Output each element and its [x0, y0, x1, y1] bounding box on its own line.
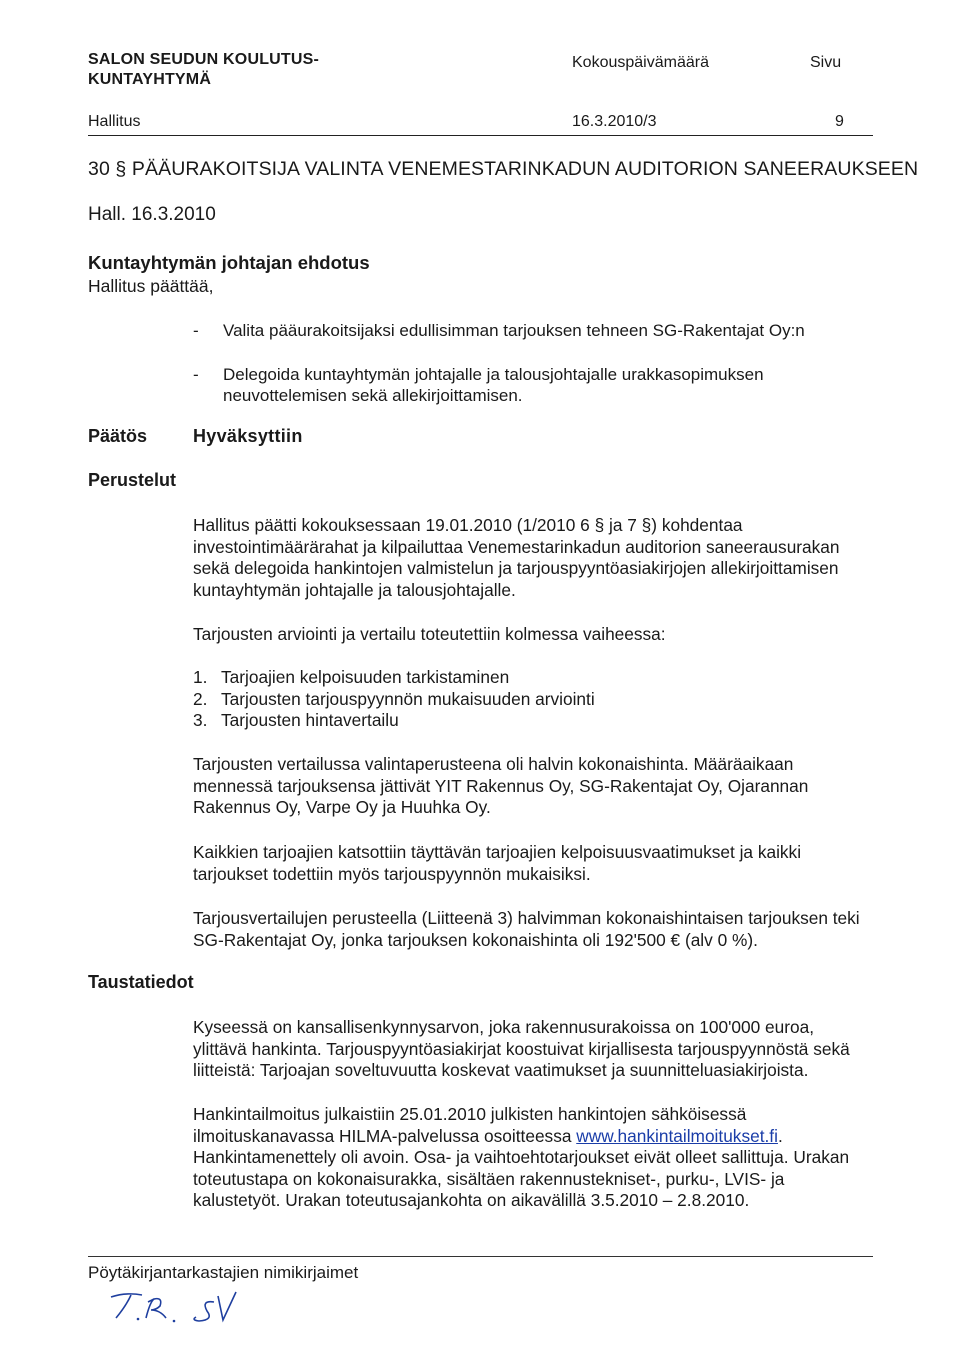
reasons-label: Perustelut: [88, 470, 177, 490]
list-text: Tarjousten tarjouspyynnön mukaisuuden arviointi: [221, 688, 595, 709]
signature-divider: [88, 1256, 873, 1257]
decision-label: Päätös: [88, 426, 148, 446]
signature-label: Pöytäkirjantarkastajien nimikirjaimet: [88, 1263, 359, 1282]
list-item: [193, 689, 595, 711]
hall-reference: Hall. 16.3.2010: [88, 204, 216, 225]
paragraph: Hallitus päätti kokouksessaan 19.01.2010 (1/2010 6 § ja 7 §) kohdentaa investointimäärärahat ja kilpailuttaa Venemestarinkadun auditorion saneerausurakan sekä delegoida hankintojen valmistelun ja tarjouspyyntöasiakirjojen allekirjoittamisen kuntayhtymän johtajalle ja talousjohtajalle.: [193, 515, 840, 600]
bullet-text: Delegoida kuntayhtymän johtajalle ja talousjohtajalle urakkasopimuksen neuvottelemisen sekä allekirjoittamisen.: [223, 365, 764, 405]
org-line-1: SALON SEUDUN KOULUTUS-: [88, 51, 320, 68]
meeting-date-label: Kokouspäivämäärä: [572, 54, 709, 71]
paragraph: Tarjousvertailujen perusteella (Liitteenä 3) halvimman kokonaishintaisen tarjouksen teki SG-Rakentajat Oy, jonka tarjouksen kokonaishinta oli 192'500 € (alv 0 %).: [193, 908, 860, 950]
proposal-bullet: [193, 320, 873, 341]
proposal-intro: Hallitus päättää,: [88, 276, 214, 296]
bullet-dash: -: [193, 321, 199, 340]
list-number: 3.: [193, 710, 208, 730]
list-item: [193, 710, 595, 732]
background-label: Taustatiedot: [88, 972, 194, 992]
proposal-bullet: [193, 364, 865, 406]
page-number: 9: [835, 113, 844, 130]
org-line-2: KUNTAYHTYMÄ: [88, 71, 212, 88]
list-text: Tarjousten hintavertailu: [221, 710, 399, 730]
paragraph-text: Hankintailmoitus julkaistiin 25.01.2010 julkisten hankintojen sähköisessä ilmoituskanavassa HILMA-palvelussa osoitteessa: [193, 1104, 747, 1146]
meeting-date-value: 16.3.2010/3: [572, 113, 657, 130]
hankintailmoitukset-link[interactable]: www.hankintailmoitukset.fi: [576, 1125, 778, 1146]
paragraph: Tarjousten arviointi ja vertailu toteutettiin kolmessa vaiheessa:: [193, 624, 666, 644]
handwritten-initials: [108, 1288, 288, 1338]
page-label: Sivu: [810, 54, 842, 71]
proposal-heading: Kuntayhtymän johtajan ehdotus: [88, 252, 370, 273]
paragraph: Kyseessä on kansallisenkynnysarvon, joka rakennusurakoissa on 100'000 euroa, ylittävä hankinta. Tarjouspyyntöasiakirjat koostuivat kirjallisesta tarjouspyynnöstä sekä liitteistä: Tarjoajan soveltuvuutta koskevat vaatimukset ja suunnitteluasiakirjoista.: [193, 1017, 850, 1080]
paragraph-text: . Hankintamenettely oli avoin. Osa- ja vaihtoehtotarjoukset eivät olleet sallittuja. Urakan toteutustapa on kokonaisurakka, sisältäen rakennustekniset-, purku-, LVIS- ja kalustetyöt. Urakan toteutusajankohta on aikavälillä 3.5.2010 – 2.8.2010.: [193, 1125, 850, 1210]
evaluation-phases-list: [193, 667, 595, 732]
header-info-line: [88, 113, 873, 136]
decision-value: Hyväksyttiin: [193, 426, 303, 446]
paragraph: Tarjousten vertailussa valintaperusteena oli halvin kokonaishinta. Määräaikaan mennessä tarjouksensa jättivät YIT Rakennus Oy, SG-Rakentajat Oy, Ojarannan Rakennus Oy, Varpe Oy ja Huuhka Oy.: [193, 754, 809, 817]
bullet-text: Valita pääurakoitsijaksi edullisimman tarjouksen tehneen SG-Rakentajat Oy:n: [223, 321, 805, 340]
bullet-dash: -: [193, 365, 199, 384]
paragraph: Kaikkien tarjoajien katsottiin täyttävän tarjoajien kelpoisuusvaatimukset ja kaikki tarjoukset todettiin myös tarjouspyynnön mukaisiksi.: [193, 842, 802, 884]
organization-name: [88, 50, 319, 90]
list-number: 1.: [193, 667, 208, 687]
paragraph: [193, 1104, 868, 1212]
section-title: 30 § PÄÄURAKOITSIJA VALINTA VENEMESTARINKADUN AUDITORION SANEERAUKSEEN: [88, 158, 919, 180]
list-text: Tarjoajien kelpoisuuden tarkistaminen: [221, 667, 510, 687]
list-item: [193, 667, 595, 689]
initials-signature-image: [108, 1288, 288, 1333]
board-name: Hallitus: [88, 113, 141, 130]
list-number: 2.: [193, 688, 208, 709]
